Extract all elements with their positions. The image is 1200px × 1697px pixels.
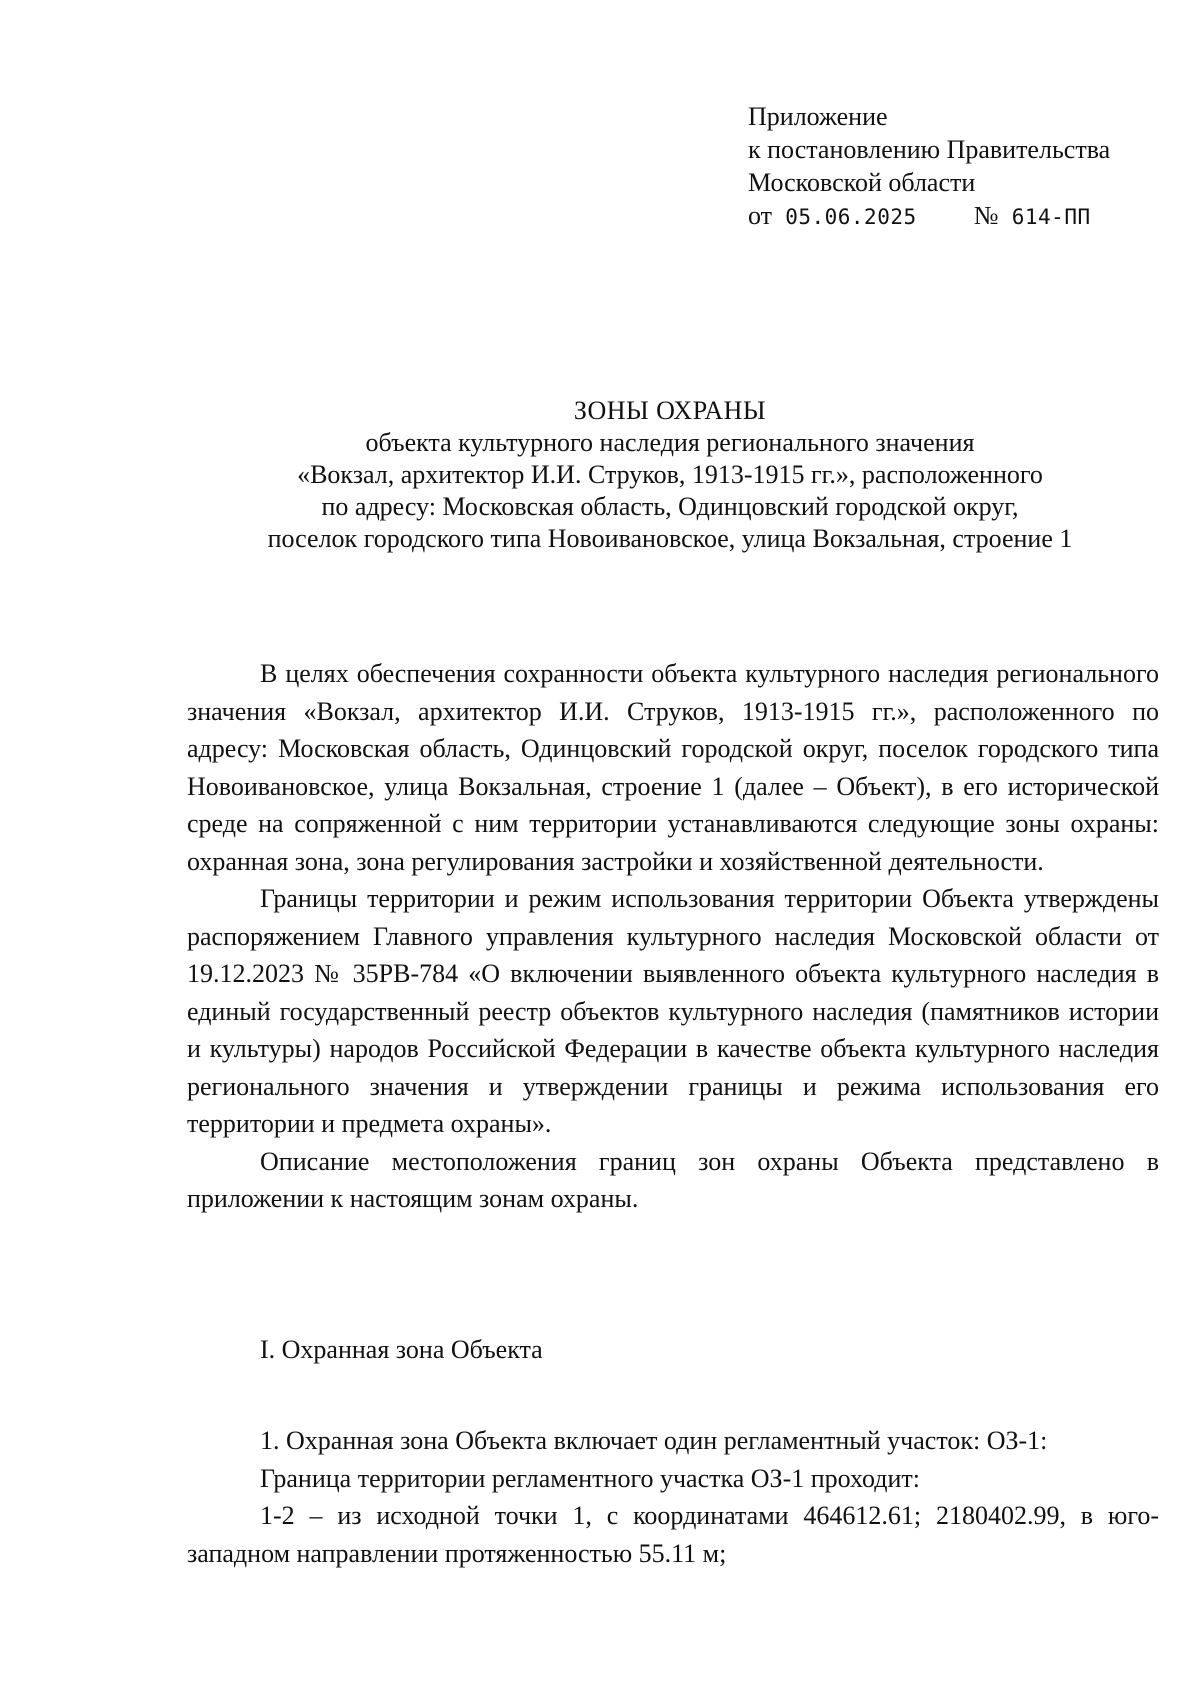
- section-content: [187, 1422, 1159, 1572]
- date-prefix: от: [748, 201, 773, 230]
- title-line-4: поселок городского типа Новоивановское, улица Вокзальная, строение 1: [267, 524, 1073, 553]
- section-item-2: Граница территории регламентного участка ОЗ-1 проходит:: [260, 1463, 920, 1493]
- section-item-3: 1-2 – из исходной точки 1, с координатами 464612.61; 2180402.99, в юго-западном направлении протяженностью 55.11 м;: [187, 1501, 1159, 1568]
- body-paragraph-3: Описание местоположения границ зон охраны Объекта представлено в приложении к настоящим зонам охраны.: [187, 1146, 1159, 1213]
- appendix-label: Приложение: [748, 102, 888, 131]
- document-body: [187, 655, 1159, 1218]
- appendix-date-line: [748, 199, 1110, 234]
- appendix-header: [748, 100, 1110, 234]
- section-heading: I. Охранная зона Объекта: [260, 1335, 543, 1364]
- title-line-1: объекта культурного наследия регионального значения: [365, 428, 975, 457]
- title-line-2: «Вокзал, архитектор И.И. Струков, 1913-1915 гг.», расположенного: [297, 460, 1043, 489]
- appendix-region-line: Московской области: [748, 168, 976, 197]
- title-line-3: по адресу: Московская область, Одинцовский городской округ,: [321, 492, 1019, 521]
- body-paragraph-1: В целях обеспечения сохранности объекта культурного наследия регионального значения «Вокзал, архитектор И.И. Струков, 1913-1915 гг.», расположенного по адресу: Московская область, Одинцовский городской округ, поселок городского типа Новоивановское, улица Вокзальная, строение 1 (далее – Объект), в его исторической среде на сопряженной с ним территории устанавливаются следующие зоны охраны: охранная зона, зона регулирования застройки и хозяйственной деятельности.: [187, 659, 1159, 876]
- section-item-1: 1. Охранная зона Объекта включает один регламентный участок: ОЗ-1:: [260, 1426, 1048, 1455]
- document-title: [150, 395, 1190, 555]
- appendix-resolution-line: к постановлению Правительства: [748, 135, 1111, 164]
- number-value: 614-ПП: [1011, 205, 1091, 229]
- title-main: ЗОНЫ ОХРАНЫ: [573, 396, 767, 425]
- body-paragraph-2: Границы территории и режим использования территории Объекта утверждены распоряжением Главного управления культурного наследия Московской области от 19.12.2023 № 35РВ-784 «О включении выявленного объекта культурного наследия в единый государственный реестр объектов культурного наследия (памятников истории и культуры) народов Российской Федерации в качестве объекта культурного наследия регионального значения и утверждении границы и режима использования его территории и предмета охраны».: [187, 884, 1159, 1138]
- number-sign: №: [973, 201, 999, 230]
- date-value: 05.06.2025: [785, 205, 917, 229]
